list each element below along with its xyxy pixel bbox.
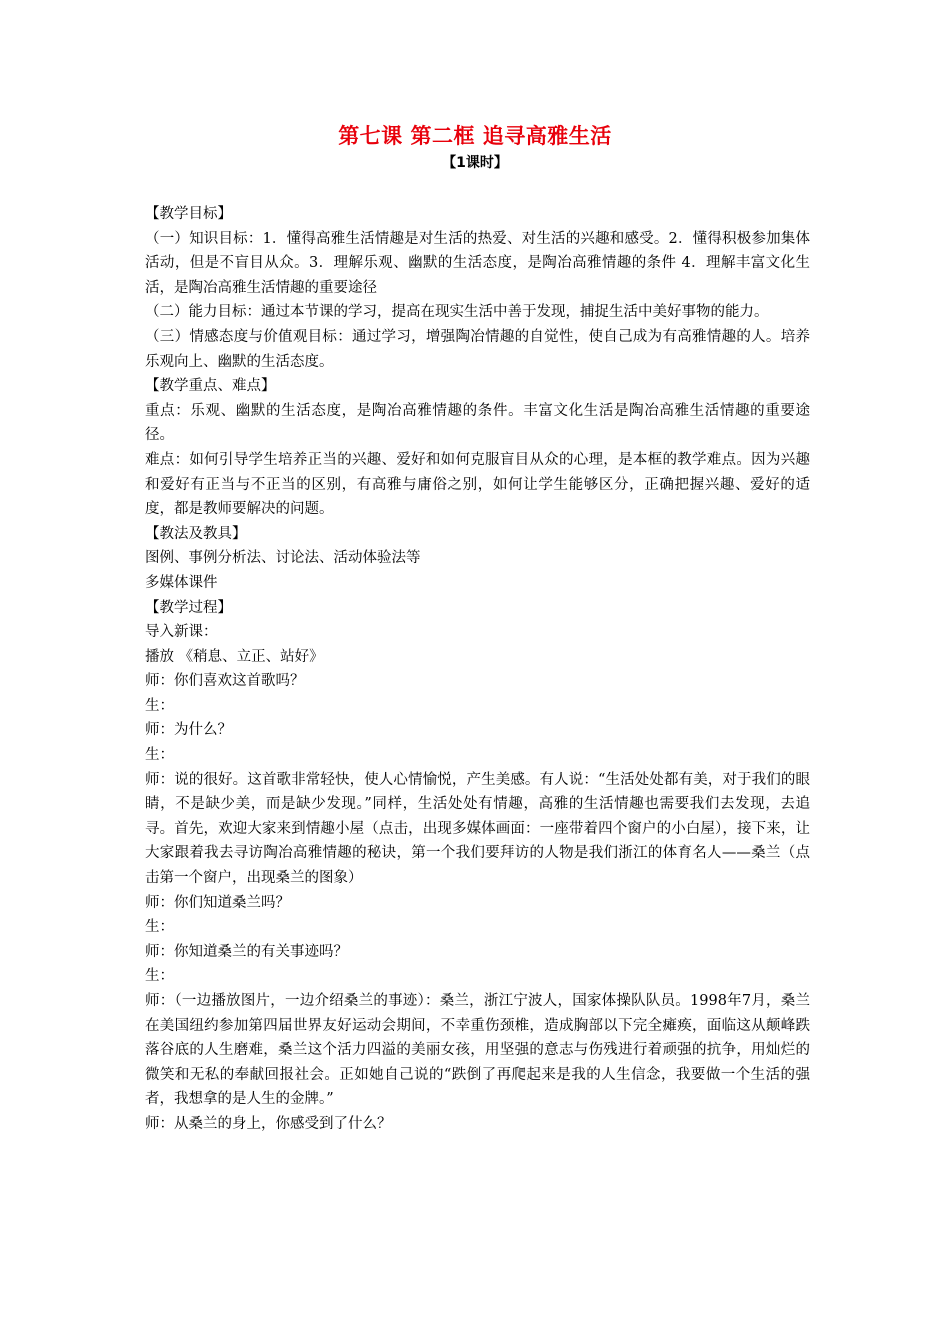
dialogue-line: 师：你们知道桑兰吗？ xyxy=(145,894,290,911)
dialogue-line: 师：从桑兰的身上，你感受到了什么？ xyxy=(145,1115,392,1132)
paragraph-knowledge-goals: （一）知识目标：1．懂得高雅生活情趣是对生活的热爱、对生活的兴趣和感受。2．懂得积极参加集体活动，但是不盲目从众。3．理解乐观、幽默的生活态度，是陶冶高雅情趣的条件 4．理解丰富文化生活，是陶冶高雅生活情趣的重要途径 xyxy=(145,230,810,296)
dialogue-line: 生： xyxy=(145,697,174,714)
dialogue-line: 生： xyxy=(145,747,174,764)
document-body xyxy=(145,202,810,1137)
paragraph-intro: 导入新课： xyxy=(145,624,218,641)
dialogue-line: 师：你们喜欢这首歌吗？ xyxy=(145,673,305,690)
section-heading-objectives: 【教学目标】 xyxy=(145,206,232,222)
document-title: 第七课 第二框 追寻高雅生活 xyxy=(338,124,612,148)
dialogue-line: 生： xyxy=(145,919,174,936)
section-heading-key-points: 【教学重点、难点】 xyxy=(145,378,276,395)
section-heading-methods: 【教法及教具】 xyxy=(145,525,247,542)
paragraph-difficulties: 难点：如何引导学生培养正当的兴趣、爱好和如何克服盲目从众的心理，是本框的教学难点。因为兴趣和爱好有正当与不正当的区别，有高雅与庸俗之别，如何让学生能够区分，正确把握兴趣、爱好的适度，都是教师要解决的问题。 xyxy=(145,451,810,518)
dialogue-line: 师：你知道桑兰的有关事迹吗？ xyxy=(145,943,348,960)
paragraph-ability-goals: （二）能力目标：通过本节课的学习，提高在现实生活中善于发现，捕捉生活中美好事物的能力。 xyxy=(145,304,769,321)
paragraph-key-points: 重点：乐观、幽默的生活态度，是陶冶高雅情趣的条件。丰富文化生活是陶冶高雅生活情趣的重要途径。 xyxy=(145,402,810,444)
dialogue-line: 生： xyxy=(145,968,174,985)
section-heading-process: 【教学过程】 xyxy=(145,599,232,616)
paragraph-tools: 多媒体课件 xyxy=(145,574,218,591)
paragraph-play-song: 播放 《稍息、立正、站好》 xyxy=(145,648,324,665)
dialogue-paragraph: 师：说的很好。这首歌非常轻快，使人心情愉悦，产生美感。有人说：“生活处处都有美，对于我们的眼睛，不是缺少美，而是缺少发现。”同样，生活处处有情趣，高雅的生活情趣也需要我们去发现，去追寻。首先，欢迎大家来到情趣小屋（点击，出现多媒体画面：一座带着四个窗户的小白屋），接下来，让大家跟着我去寻访陶冶高雅情趣的秘诀，第一个我们要拜访的人物是我们浙江的体育名人——桑兰（点击第一个窗户，出现桑兰的图象） xyxy=(145,771,810,887)
document-subtitle: 【1课时】 xyxy=(442,155,508,171)
dialogue-line: 师：为什么？ xyxy=(145,722,232,739)
dialogue-paragraph: 师：（一边播放图片，一边介绍桑兰的事迹）：桑兰，浙江宁波人，国家体操队队员。1998年7月，桑兰在美国纽约参加第四届世界友好运动会期间，不幸重伤颈椎，造成胸部以下完全瘫痪，面临这从颠峰跌落谷底的人生磨难，桑兰这个活力四溢的美丽女孩，用坚强的意志与伤残进行着顽强的抗争，用灿烂的微笑和无私的奉献回报社会。正如她自己说的“跌倒了再爬起来是我的人生信念，我要做一个生活的强者，我想拿的是人生的金牌。” xyxy=(145,993,810,1108)
paragraph-methods: 图例、事例分析法、讨论法、活动体验法等 xyxy=(145,550,421,567)
paragraph-attitude-goals: （三）情感态度与价值观目标：通过学习，增强陶冶情趣的自觉性，使自己成为有高雅情趣的人。培养乐观向上、幽默的生活态度。 xyxy=(145,328,810,370)
